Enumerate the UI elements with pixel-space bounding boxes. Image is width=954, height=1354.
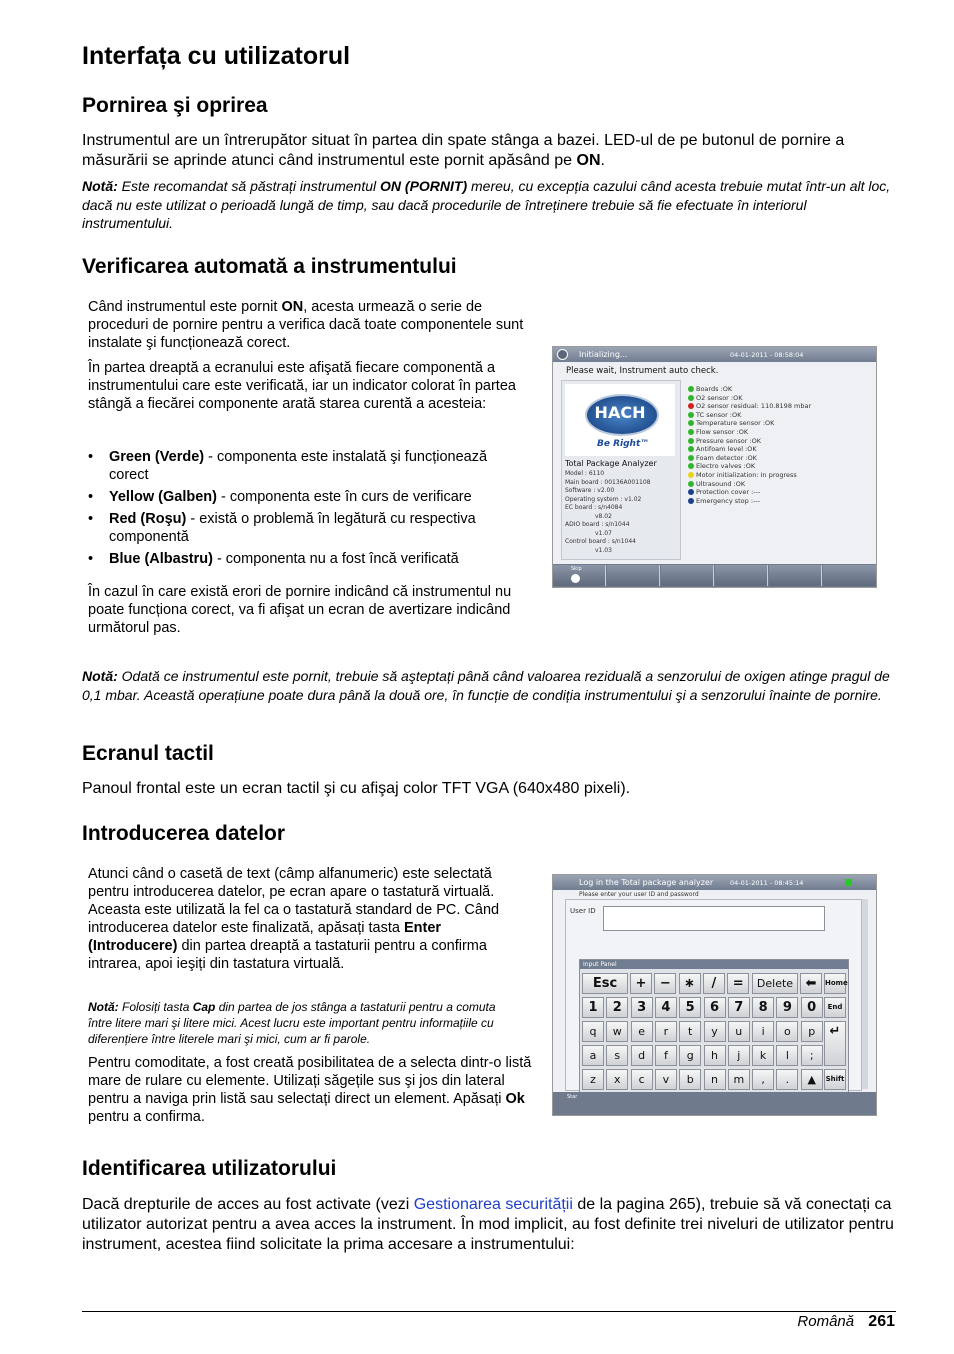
key[interactable]: 1 [582,997,604,1018]
key[interactable]: ▲ [801,1069,823,1090]
key[interactable]: + [630,973,652,994]
status-dot-icon [688,446,694,452]
startup-paragraph: Instrumentul are un întrerupător situat în partea din spate stânga a bazei. LED-ul de pe butonul de pornire a măsurării se aprinde atunci când instrumentul este pornit apăsând pe ON. [82,132,845,169]
key[interactable]: Esc [582,973,628,994]
key[interactable]: a [582,1045,604,1066]
data-entry-para-2: Pentru comoditate, a fost creată posibilitatea de a selecta dintr-o listă mare de rulare cu elemente. Utilizați săgețile sus şi jos din lateral pentru a naviga prin listă sau selectați direct un element. Apăsați Ok pentru a confirma. [88,1055,532,1125]
key[interactable]: b [679,1069,701,1090]
key[interactable]: = [727,973,749,994]
key[interactable]: w [606,1021,628,1042]
key[interactable]: End [824,997,846,1018]
cap-note: Notă: Folosiți tasta Cap din partea de jos stânga a tastaturii pentru a comuta între litere mari şi litere mici. Acest lucru este important pentru informațiile cu diferențiere între literele mari şi mici, cum ar fi parole. [88,1000,496,1046]
autocheck-para-1: Când instrumentul este pornit ON, acesta urmează o serie de proceduri de pornire pentru a verifica dacă toate componentele sunt instalate şi funcționează corect. [88,299,524,351]
key[interactable]: 8 [752,997,774,1018]
key[interactable]: f [655,1045,677,1066]
oxygen-note: Notă: Odată ce instrumentul este pornit, trebuie să aşteptați până când valoarea reziduală a senzorului de oxigen atinge pragul de 0,1 mbar. Această operațiune poate dura până la două ore, în funcție de condiția instrumentului şi a senzorului înainte de pornire. [82,668,890,703]
user-id-input[interactable] [603,906,825,931]
heading-startup: Pornirea şi oprirea [82,94,268,117]
key[interactable]: m [728,1069,750,1090]
key[interactable]: Home [824,973,846,994]
status-item: Flow sensor :OK [696,428,748,436]
logo-text: HACH [594,403,646,422]
footer-divider [82,1311,896,1312]
key[interactable]: ∗ [679,973,701,994]
clock-icon [557,349,568,360]
key[interactable]: s [606,1045,628,1066]
key[interactable]: i [752,1021,774,1042]
hach-logo [565,384,675,456]
startup-note: Notă: Este recomandat să păstrați instrumentul ON (PORNIT) mereu, cu excepția cazului când acesta trebuie mutat într-un alt loc, dacă nu este utilizat o perioadă lungă de timp, sau dacă procedurile de întreținere trebuie să fie efectuate în interiorul instrumentului. [82,178,891,231]
scrollbar[interactable] [862,899,868,1089]
status-item: Ultrasound :OK [696,480,745,488]
list-item: • Green (Verde) - componenta este instalată şi funcționează corect [88,449,488,483]
screen-titlebar [553,347,876,362]
security-link[interactable]: Gestionarea securității [413,1196,573,1213]
status-item: O2 sensor residual: 110.8198 mbar [696,402,811,410]
key[interactable]: z [582,1069,604,1090]
key[interactable]: c [631,1069,653,1090]
list-item: • Yellow (Galben) - componenta este în curs de verificare [88,489,472,505]
status-item: Emergency stop :--- [696,497,760,505]
key[interactable]: Shift [824,1069,846,1090]
key[interactable]: o [776,1021,798,1042]
key[interactable]: n [704,1069,726,1090]
status-item: Electro valves :OK [696,462,755,470]
status-dot-icon [688,386,694,392]
softkey-3[interactable] [661,565,714,586]
key[interactable]: ⬅ [800,973,822,994]
footer-language: Română [797,1313,855,1330]
status-dot-icon [688,429,694,435]
key[interactable]: u [728,1021,750,1042]
status-item: Protection cover :--- [696,488,760,496]
status-dot-icon [688,438,694,444]
key[interactable]: 6 [704,997,726,1018]
key[interactable]: 0 [801,997,823,1018]
key[interactable]: h [704,1045,726,1066]
key[interactable]: r [655,1021,677,1042]
status-dot-icon [688,463,694,469]
key[interactable]: p [801,1021,823,1042]
screen-title: Initializing... [579,350,628,359]
login-datetime: 04-01-2011 - 08:45:14 [730,879,804,887]
initializing-screenshot [552,346,877,588]
data-entry-para-1: Atunci când o casetă de text (câmp alfanumeric) este selectată pentru introducerea datelor, pe ecran apare o tastatură virtuală. Aceasta este utilizată la fel ca o tastatură standard de PC. Când introducerea datelor este finalizată, apăsați tasta Enter (Introducere) din partea dreaptă a tastaturii pentru a confirma intrarea, apoi ieşiți din tastatura virtuală. [88,866,500,972]
key[interactable]: 5 [679,997,701,1018]
key[interactable]: v [655,1069,677,1090]
key[interactable]: j [728,1045,750,1066]
key[interactable]: x [606,1069,628,1090]
login-title: Log in the Total package analyzer [579,878,714,887]
heading-user-identification: Identificarea utilizatorului [82,1157,337,1180]
status-item: Pressure sensor :OK [696,437,761,445]
skip-button[interactable]: Skip [553,565,606,586]
login-softkey-bar: Star [553,1092,876,1115]
softkey-5[interactable] [769,565,822,586]
status-dot-icon [688,498,694,504]
autocheck-para-2: În partea dreaptă a ecranului este afişată fiecare componentă a instrumentului care este verificată, iar un indicator colorat în partea stângă a fiecărei componente arată starea curentă a acesteia: [88,360,516,412]
status-color-list [88,448,528,572]
input-panel-title: Input Panel [580,960,848,969]
key[interactable]: ↵ [824,1021,846,1066]
logo-tagline: Be Right™ [597,439,650,449]
autocheck-para-3: În cazul în care există erori de pornire indicând că instrumentul nu poate funcționa corect, va fi afişat un ecran de avertizare indicând următorul pas. [88,584,512,636]
status-item: Boards :OK [696,385,732,393]
product-name: Total Package Analyzer [565,459,657,468]
softkey-6[interactable] [823,565,876,586]
status-led-icon [845,879,852,886]
key[interactable]: − [654,973,676,994]
status-dot-icon [688,455,694,461]
status-item: Antifoam level :OK [696,445,757,453]
key[interactable]: q [582,1021,604,1042]
key[interactable]: 2 [606,997,628,1018]
heading-autocheck: Verificarea automată a instrumentului [82,255,457,278]
status-dot-icon [688,403,694,409]
status-item: Foam detector :OK [696,454,757,462]
autocheck-message: Please wait, Instrument auto check. [566,366,719,376]
key[interactable]: ; [801,1045,823,1066]
key[interactable]: . [776,1069,798,1090]
key[interactable]: / [703,973,725,994]
device-info: Model : 6110 Main board : 00136A001108 Software : v2.00 Operating system : v1.02 EC board : s/n4084 v8.02 ADIO board : s/n1044 v1.07 Control board : s/n1044 v1.03 [565,470,651,554]
status-dot-icon [688,489,694,495]
key[interactable]: t [679,1021,701,1042]
skip-icon [571,574,580,583]
key[interactable]: Delete [752,973,798,994]
key[interactable]: l [776,1045,798,1066]
heading-data-entry: Introducerea datelor [82,822,286,845]
touchscreen-paragraph: Panoul frontal este un ecran tactil şi cu afişaj color TFT VGA (640x480 pixeli). [82,780,631,797]
key[interactable]: 7 [728,997,750,1018]
status-item: Motor initialization: In progress [696,471,797,479]
key[interactable]: y [704,1021,726,1042]
status-dot-icon [688,412,694,418]
status-item: Temperature sensor :OK [696,419,774,427]
softkey-4[interactable] [715,565,768,586]
screen-datetime: 04-01-2011 - 08:58:04 [730,351,804,359]
softkey-bar [553,564,876,587]
page-number: 261 [868,1313,895,1330]
key[interactable]: 4 [655,997,677,1018]
status-dot-icon [688,481,694,487]
key[interactable]: 9 [776,997,798,1018]
info-panel [561,380,681,560]
status-dot-icon [688,420,694,426]
key[interactable]: k [752,1045,774,1066]
status-dot-icon [688,472,694,478]
login-titlebar [553,875,876,890]
key[interactable]: d [631,1045,653,1066]
status-dot-icon [688,395,694,401]
user-identification-paragraph: Dacă drepturile de acces au fost activate (vezi Gestionarea securității de la pagina 265), trebuie să vă conectați ca utilizator autorizat pentru a avea acces la instrument. În mod implicit, au fost definite trei niveluri de utilizator pentru instrument, acestea fiind solicitate la prima accesare a instrumentului: [82,1196,894,1253]
page-title: Interfața cu utilizatorul [82,42,351,70]
status-item: O2 sensor :OK [696,394,743,402]
key[interactable]: , [752,1069,774,1090]
user-id-label: User ID [570,907,596,915]
login-screenshot [552,874,877,1116]
key[interactable]: g [679,1045,701,1066]
status-item: TC sensor :OK [696,411,741,419]
key[interactable]: e [631,1021,653,1042]
list-item: • Red (Roşu) - există o problemă în legătură cu respectiva componentă [88,511,476,545]
list-item: • Blue (Albastru) - componenta nu a fost încă verificată [88,551,459,567]
softkey-2[interactable] [607,565,660,586]
heading-touchscreen: Ecranul tactil [82,742,214,765]
footer [797,1313,895,1331]
login-prompt: Please enter your user ID and password [579,891,699,897]
key[interactable]: 3 [631,997,653,1018]
